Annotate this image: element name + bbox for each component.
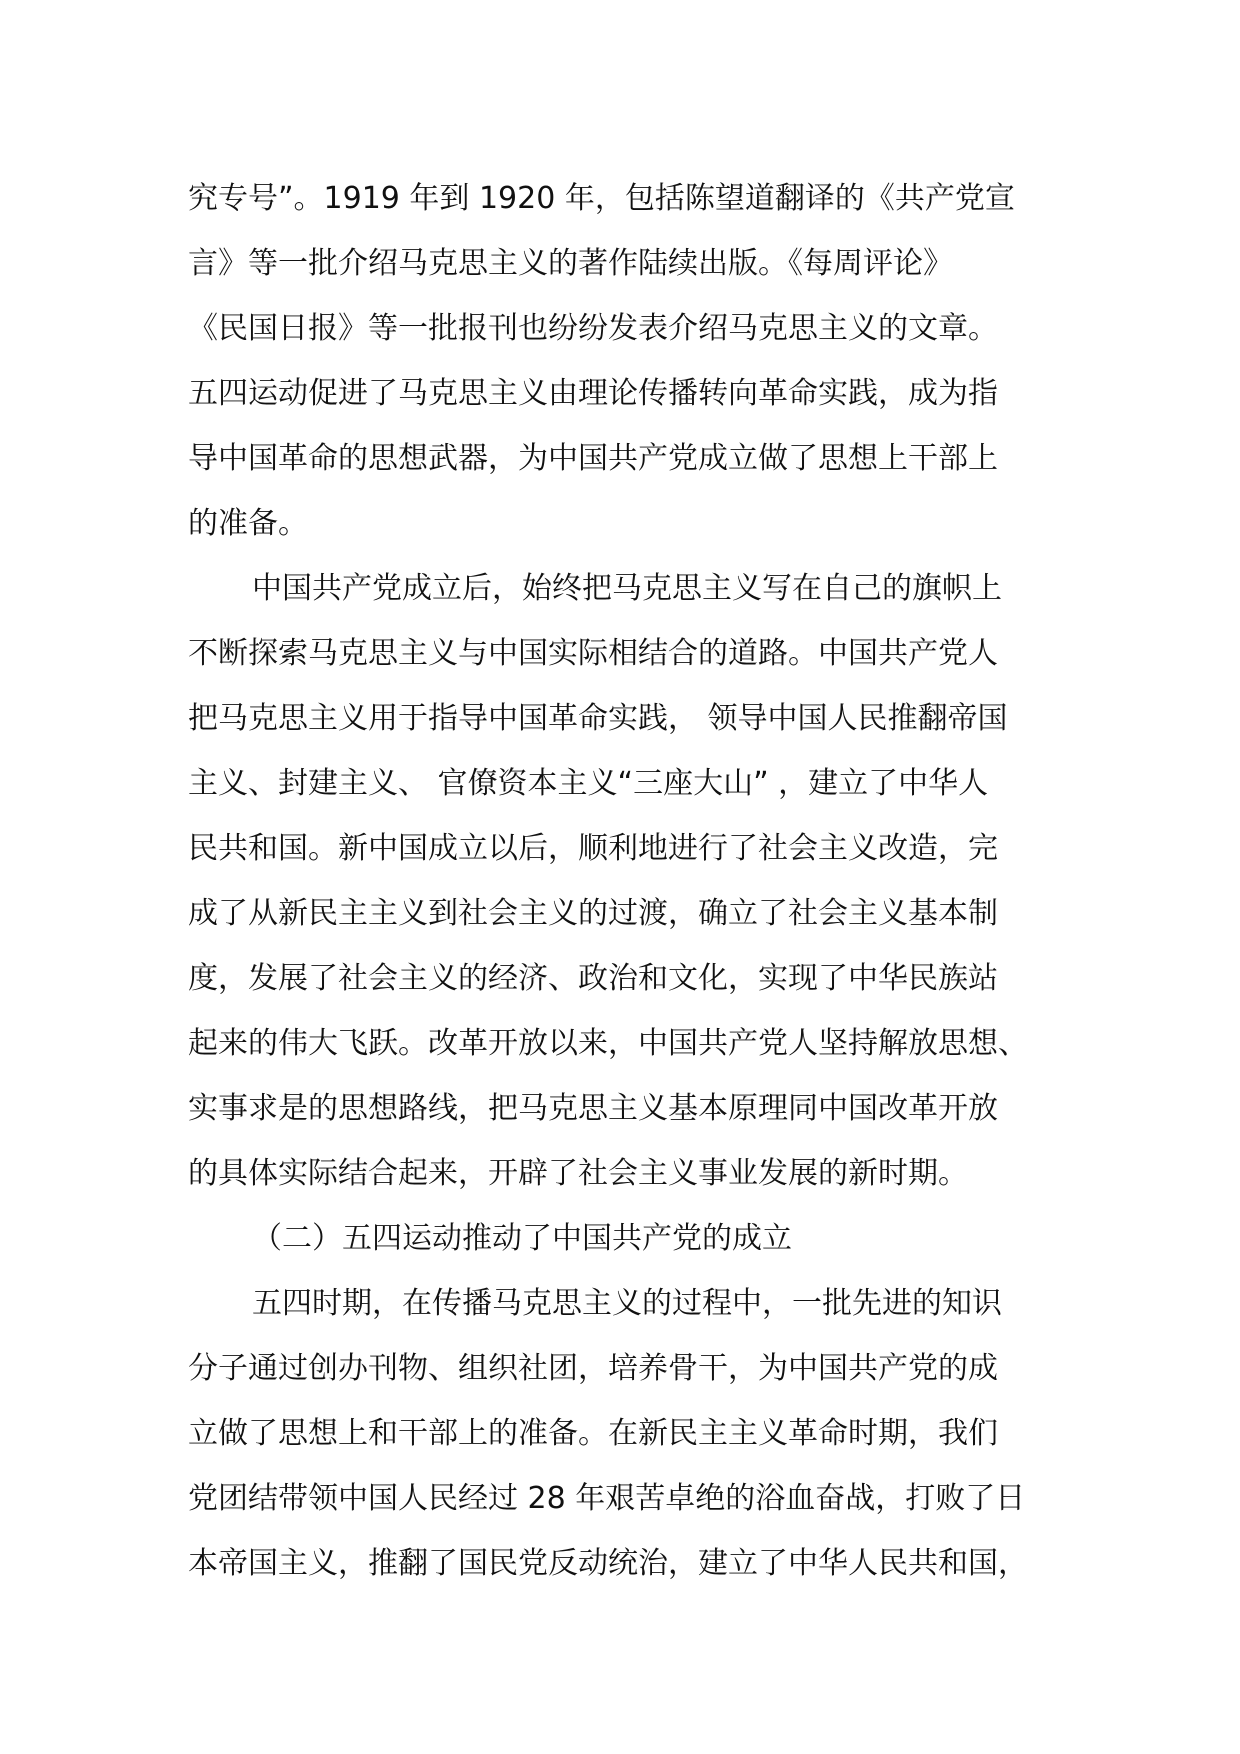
text-line: 度，发展了社会主义的经济、政治和文化，实现了中华民族站 xyxy=(188,961,998,996)
text-line: 本帝国主义，推翻了国民党反动统治，建立了中华人民共和国， xyxy=(188,1546,1028,1581)
document-body xyxy=(188,166,1054,1596)
text-line: 分子通过创办刊物、组织社团，培养骨干，为中国共产党的成 xyxy=(188,1351,998,1386)
text-line: 《民国日报》等一批报刊也纷纷发表介绍马克思主义的文章。 xyxy=(188,311,998,346)
text-line: 的具体实际结合起来，开辟了社会主义事业发展的新时期。 xyxy=(188,1156,968,1191)
text-line: 起来的伟大飞跃。改革开放以来，中国共产党人坚持解放思想、 xyxy=(188,1026,1028,1061)
paragraph-first-line: 中国共产党成立后，始终把马克思主义写在自己的旗帜上 xyxy=(252,571,1002,606)
text-line: 把马克思主义用于指导中国革命实践， 领导中国人民推翻帝国 xyxy=(188,701,1008,736)
text-line: 民共和国。新中国成立以后，顺利地进行了社会主义改造，完 xyxy=(188,831,998,866)
text-line: 言》等一批介绍马克思主义的著作陆续出版。《每周评论》 xyxy=(188,246,953,281)
text-line: 五四运动促进了马克思主义由理论传播转向革命实践，成为指 xyxy=(188,376,998,411)
paragraph-first-line: 五四时期，在传播马克思主义的过程中，一批先进的知识 xyxy=(252,1286,1002,1321)
section-heading: （二）五四运动推动了中国共产党的成立 xyxy=(252,1221,792,1256)
text-line: 实事求是的思想路线，把马克思主义基本原理同中国改革开放 xyxy=(188,1091,998,1126)
text-line: 究专号”。1919 年到 1920 年，包括陈望道翻译的《共产党宣 xyxy=(188,181,1015,216)
text-line: 导中国革命的思想武器，为中国共产党成立做了思想上干部上 xyxy=(188,441,998,476)
text-line: 立做了思想上和干部上的准备。在新民主主义革命时期，我们 xyxy=(188,1416,998,1451)
text-line: 的准备。 xyxy=(188,506,308,541)
text-line: 党团结带领中国人民经过 28 年艰苦卓绝的浴血奋战，打败了日 xyxy=(188,1481,1026,1516)
text-line: 主义、封建主义、 官僚资本主义“三座大山” ，建立了中华人 xyxy=(188,766,989,801)
text-line: 成了从新民主主义到社会主义的过渡，确立了社会主义基本制 xyxy=(188,896,998,931)
text-line: 不断探索马克思主义与中国实际相结合的道路。中国共产党人 xyxy=(188,636,998,671)
